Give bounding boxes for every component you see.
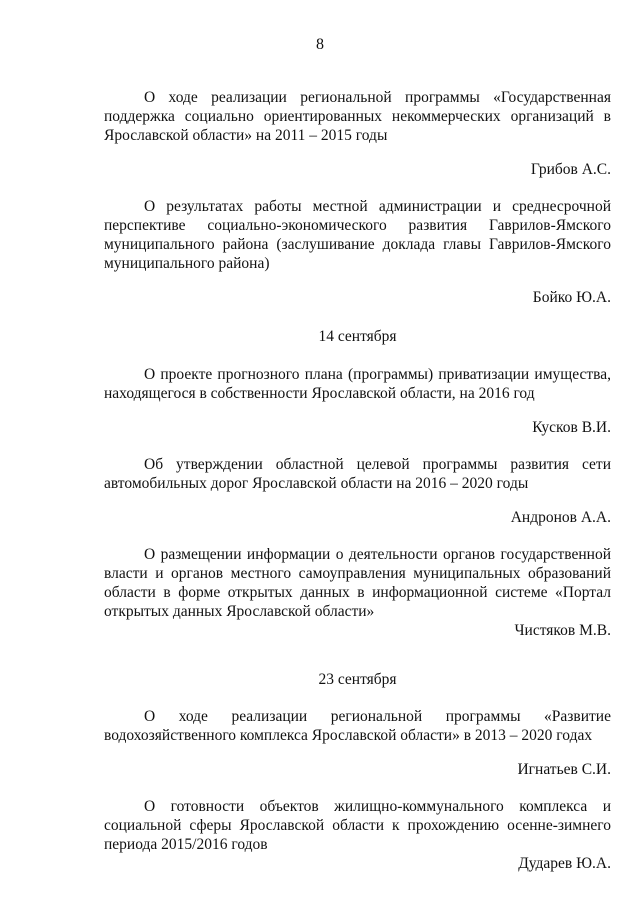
agenda-item-speaker: Грибов А.С.	[530, 161, 611, 178]
agenda-item-text: О готовности объектов жилищно-коммунального комплекса и социальной сферы Ярославской области к прохождению осенне-зимнего периода 2015/2016 годов	[104, 798, 611, 853]
date-heading: 14 сентября	[318, 328, 397, 345]
agenda-item-text: О результатах работы местной администрации и среднесрочной перспективе социально-экономического развития Гаврилов-Ямского муниципального района (заслушивание доклада главы Гаврилов-Ямского муниципального района)	[104, 198, 611, 272]
agenda-item-speaker: Игнатьев С.И.	[517, 761, 611, 778]
date-heading: 23 сентября	[318, 671, 397, 688]
agenda-item-text: Об утверждении областной целевой программы развития сети автомобильных дорог Ярославской области на 2016 – 2020 годы	[104, 456, 611, 492]
agenda-item-speaker: Чистяков М.В.	[514, 622, 611, 639]
agenda-item-text: О проекте прогнозного плана (программы) приватизации имущества, находящегося в собственности Ярославской области, на 2016 год	[104, 366, 611, 402]
agenda-item-speaker: Бойко Ю.А.	[532, 289, 611, 306]
agenda-item-speaker: Дударев Ю.А.	[518, 855, 611, 872]
page-number: 8	[316, 36, 324, 53]
agenda-item-text: О ходе реализации региональной программы «Государственная поддержка социально ориентированных некоммерческих организаций в Ярославской области» на 2011 – 2015 годы	[104, 89, 611, 144]
agenda-item-text: О ходе реализации региональной программы «Развитие водохозяйственного комплекса Ярославской области» в 2013 – 2020 годах	[104, 708, 611, 744]
document-body	[104, 88, 611, 873]
agenda-item-speaker: Кусков В.И.	[532, 419, 611, 436]
agenda-item-speaker: Андронов А.А.	[510, 509, 611, 526]
agenda-item-text: О размещении информации о деятельности органов государственной власти и органов местного самоуправления муниципальных образований области в форме открытых данных в информационной системе «Портал открытых данных Ярославской области»	[104, 546, 611, 620]
